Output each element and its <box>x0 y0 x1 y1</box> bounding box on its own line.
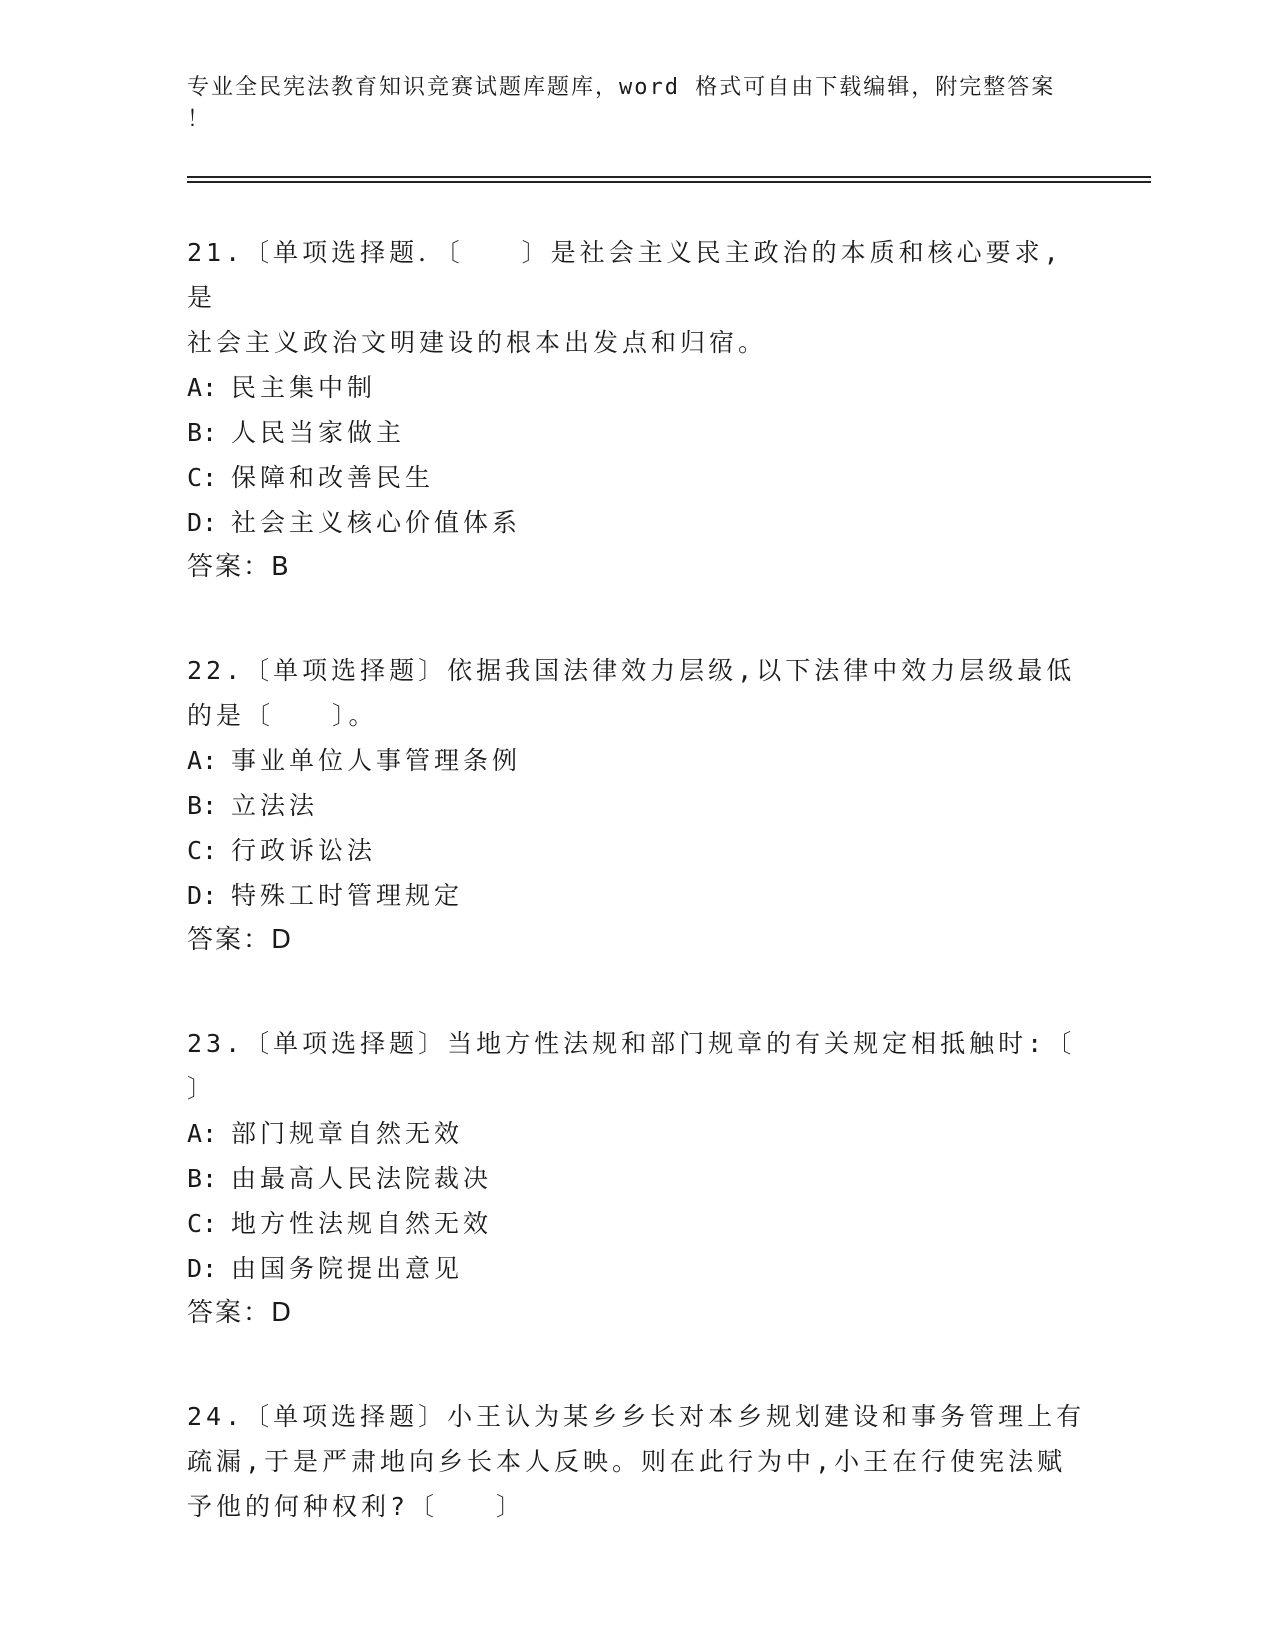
question-21 <box>187 230 1087 590</box>
option-text: 人民当家做主 <box>231 418 406 447</box>
header-title-line: 专业全民宪法教育知识竞赛试题库题库，word 格式可自由下载编辑，附完整答案 <box>187 75 1056 100</box>
option-c <box>187 1201 1087 1246</box>
header-divider-top <box>187 176 1151 178</box>
option-text: 保障和改善民生 <box>231 463 435 492</box>
option-letter: B: <box>187 1164 218 1193</box>
question-stem: 社会主义政治文明建设的根本出发点和归宿。 <box>187 328 768 357</box>
question-stem: 23.〔单项选择题〕当地方性法规和部门规章的有关规定相抵触时:〔 <box>187 1029 1076 1058</box>
option-c <box>187 828 1087 873</box>
option-a <box>187 1111 1087 1156</box>
question-stem: 21.〔单项选择题．〔 〕是社会主义民主政治的本质和核心要求,是 <box>187 238 1063 312</box>
option-text: 由最高人民法院裁决 <box>231 1164 493 1193</box>
question-stem: 22.〔单项选择题〕依据我国法律效力层级,以下法律中效力层级最低 <box>187 656 1076 685</box>
option-letter: D: <box>187 1254 218 1283</box>
header-title-continuation: ！ <box>187 107 212 132</box>
option-b <box>187 1156 1087 1201</box>
question-24 <box>187 1394 1087 1529</box>
option-letter: A: <box>187 1119 218 1148</box>
option-text: 特殊工时管理规定 <box>231 881 464 910</box>
document-header <box>187 72 1067 136</box>
option-letter: A: <box>187 373 218 402</box>
option-text: 民主集中制 <box>231 373 377 402</box>
answer-line: 答案：D <box>187 925 294 955</box>
option-letter: C: <box>187 836 218 865</box>
option-text: 由国务院提出意见 <box>231 1254 464 1283</box>
question-stem: 予他的何种权利?〔 〕 <box>187 1492 526 1521</box>
option-d <box>187 1246 1087 1291</box>
option-text: 地方性法规自然无效 <box>231 1209 493 1238</box>
option-b <box>187 783 1087 828</box>
option-text: 事业单位人事管理条例 <box>231 746 522 775</box>
option-d <box>187 873 1087 918</box>
option-text: 立法法 <box>231 791 319 820</box>
option-a <box>187 365 1087 410</box>
option-b <box>187 410 1087 455</box>
option-letter: B: <box>187 418 218 447</box>
option-letter: B: <box>187 791 218 820</box>
header-divider-bottom <box>187 181 1151 183</box>
option-letter: C: <box>187 463 218 492</box>
question-stem: 24.〔单项选择题〕小王认为某乡乡长对本乡规划建设和事务管理上有 <box>187 1402 1086 1431</box>
option-letter: D: <box>187 508 218 537</box>
question-list <box>187 230 1087 1587</box>
answer-line: 答案：B <box>187 552 291 582</box>
option-letter: D: <box>187 881 218 910</box>
answer-line: 答案：D <box>187 1298 294 1328</box>
question-stem: 疏漏,于是严肃地向乡长本人反映。则在此行为中,小王在行使宪法赋 <box>187 1447 1067 1476</box>
question-23 <box>187 1021 1087 1336</box>
option-text: 社会主义核心价值体系 <box>231 508 522 537</box>
question-stem: 的是〔 〕。 <box>187 701 378 730</box>
option-c <box>187 455 1087 500</box>
option-text: 部门规章自然无效 <box>231 1119 464 1148</box>
question-stem: 〕 <box>187 1074 217 1103</box>
option-a <box>187 738 1087 783</box>
option-letter: A: <box>187 746 218 775</box>
option-d <box>187 500 1087 545</box>
option-text: 行政诉讼法 <box>231 836 377 865</box>
option-letter: C: <box>187 1209 218 1238</box>
question-22 <box>187 648 1087 963</box>
